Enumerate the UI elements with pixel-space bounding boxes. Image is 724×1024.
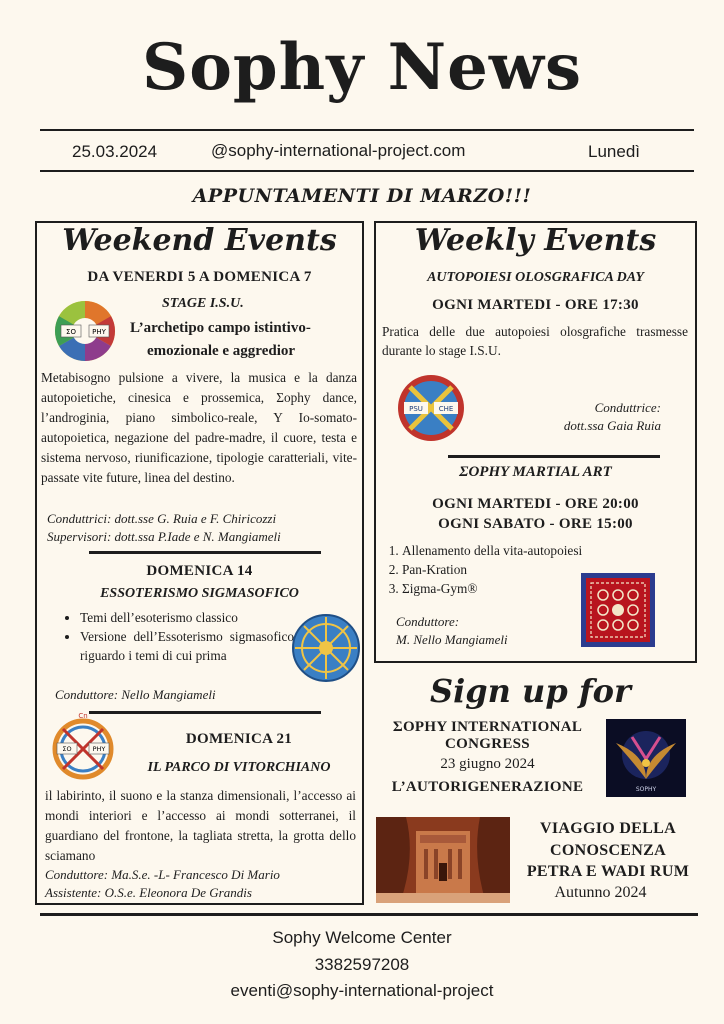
event2-credit: Conduttore: Nello Mangiameli (55, 687, 216, 702)
weekly-events-box (374, 221, 697, 663)
event2-topic-item: • Temi dell’esoterismo classico (80, 608, 294, 627)
weekly2-credit-name: M. Nello Mangiameli (396, 632, 508, 647)
petra-photo-image (376, 817, 510, 903)
sophy-wheel-logo (53, 299, 117, 363)
congress-theme: L’AUTORIGENERAZIONE (391, 779, 584, 795)
masthead-title: Sophy News (142, 30, 582, 105)
footer-center-name: Sophy Welcome Center (272, 928, 452, 947)
event3-credit-assistant: Assistente: O.S.e. Eleonora De Grandis (45, 885, 252, 900)
congress-name-line2: CONGRESS (445, 736, 530, 752)
event2-date: DOMENICA 14 (146, 563, 253, 579)
trip-date: Autunno 2024 (554, 884, 647, 901)
website-handle[interactable]: @sophy-international-project.com (211, 141, 466, 160)
event1-credit-supervisors: Supervisori: dott.ssa P.Iade e N. Mangiameli (47, 529, 281, 544)
weekly2-program-item: 1. Allenamento della vita-autopoiesi (402, 541, 660, 560)
weekend-events-title: Weekend Events (62, 223, 337, 258)
congress-name-line1: ΣOPHY INTERNATIONAL (392, 719, 583, 735)
issue-weekday: Lunedì (588, 142, 640, 161)
congress-logo-image (606, 719, 686, 797)
essoterismo-seal-logo (291, 613, 361, 683)
trip-title-line1: VIAGGIO DELLA (540, 820, 676, 837)
sophy-wheel-logo-left: ΣO (66, 328, 76, 336)
trip-title-line3: PETRA E WADI RUM (526, 863, 690, 880)
event3-body: il labirinto, il suono e la stanza dimensionali, l’accesso ai mondi interiori e l’accesso ai mondi sotterranei, il guardiano del frontone, la tagliata stretta, la grotta dello sciamano (45, 788, 356, 863)
parco-wheel-logo-top: Cn (78, 712, 88, 720)
event2-divider (89, 711, 321, 714)
event1-divider (89, 551, 321, 554)
footer-phone[interactable]: 3382597208 (314, 955, 410, 974)
weekly2-program-item: 3. Σigma-Gym® (402, 579, 660, 598)
weekly2-program-item: 2. Pan-Kration (402, 560, 660, 579)
event1-body: Metabisogno pulsione a vivere, la musica e la danza autopoietiche, cinesica e prossemica, Σophy dance, l’androginia, piano simbolico-reale, Y Io-somato-autopoietica, negazione del padre-madre, il cuore, testa e sistema nervoso, riunificazione, tipologie caratteriali, vite-passate vite future, linea del destino. (41, 370, 357, 485)
event1-credit-conductors: Conduttrici: dott.sse G. Ruia e F. Chiricozzi (47, 511, 277, 526)
weekly2-credit-role: Conduttore: (396, 614, 460, 629)
signup-title: Sign up for (430, 672, 631, 710)
event3-credit-conductor: Conduttore: Ma.S.e. -L- Francesco Di Mario (45, 867, 280, 882)
weekend-events-box (35, 221, 364, 905)
footer-email[interactable]: eventi@sophy-international-project (230, 981, 494, 1000)
event1-dates: DA VENERDI 5 A DOMENICA 7 (87, 269, 312, 285)
weekly1-body: Pratica delle due autopoiesi olosgrafiche trasmesse durante lo stage I.S.U. (382, 324, 688, 358)
psyche-seal-logo-right: CHE (438, 405, 454, 413)
event2-topic-list (62, 608, 294, 665)
weekly1-divider (448, 455, 660, 458)
weekly1-credit-name: dott.ssa Gaia Ruia (563, 418, 661, 433)
tapestry-emblem-image (581, 573, 655, 647)
congress-date: 23 giugno 2024 (440, 756, 535, 772)
parco-wheel-logo-left: ΣO (62, 745, 72, 753)
event1-headline-2: emozionale e aggredior (147, 343, 296, 359)
sophy-wheel-logo-right: PHY (92, 328, 106, 336)
trip-title-line2: CONOSCENZA (550, 842, 666, 859)
event1-subtitle: STAGE I.S.U. (162, 296, 244, 311)
event3-subtitle: IL PARCO DI VITORCHIANO (147, 760, 331, 775)
parco-wheel-logo-right: PHY (92, 745, 106, 753)
psyche-seal-logo-left: PSU (409, 405, 423, 413)
weekly2-schedule-tuesday: OGNI MARTEDI - ORE 20:00 (432, 496, 639, 512)
issue-date: 25.03.2024 (72, 142, 158, 161)
event2-subtitle: ESSOTERISMO SIGMASOFICO (100, 586, 299, 601)
weekly1-credit-role: Conduttrice: (594, 400, 661, 415)
parco-wheel-logo (51, 709, 115, 781)
section-title: APPUNTAMENTI DI MARZO!!! (192, 185, 532, 207)
masthead-rule-bottom (40, 170, 694, 172)
weekly1-schedule: OGNI MARTEDI - ORE 17:30 (432, 297, 639, 313)
event1-headline-1: L’archetipo campo istintivo- (130, 320, 311, 336)
masthead-rule-top (40, 129, 694, 131)
congress-logo-text: SOPHY (635, 786, 657, 793)
weekly2-subtitle: ΣOPHY MARTIAL ART (459, 464, 612, 480)
weekly1-subtitle: AUTOPOIESI OLOSGRAFICA DAY (427, 270, 644, 285)
event2-topic-item: • Versione dell’Essoterismo sigmasofico riguardo i temi di cui prima (80, 627, 294, 665)
event3-date: DOMENICA 21 (185, 731, 293, 747)
footer-rule (40, 913, 698, 916)
weekly-events-title: Weekly Events (414, 223, 657, 258)
weekly2-schedule-saturday: OGNI SABATO - ORE 15:00 (438, 516, 633, 532)
